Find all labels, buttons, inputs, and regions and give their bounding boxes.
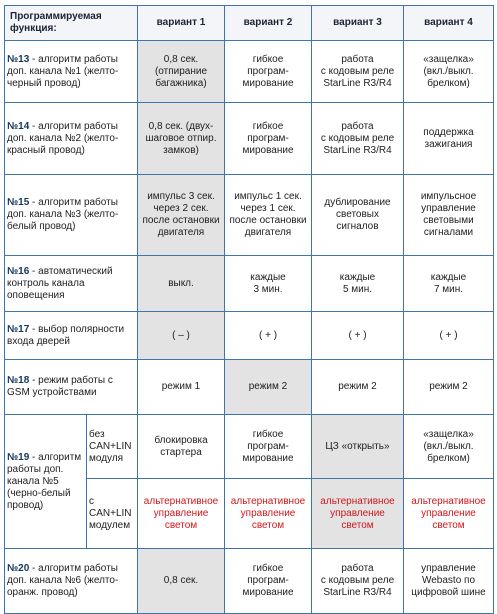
variant-4-header: вариант 4 bbox=[404, 6, 494, 41]
f15-variant-4: импульсное управление световыми сигналами bbox=[404, 175, 494, 256]
function-number: №16 bbox=[7, 265, 30, 277]
f20-variant-3: работа с кодовым реле StarLine R3/R4 bbox=[312, 549, 404, 614]
f18-variant-3: режим 2 bbox=[312, 360, 404, 415]
header-row bbox=[5, 6, 494, 41]
f16-variant-4: каждые 7 мин. bbox=[404, 256, 494, 312]
function-number: №14 bbox=[7, 120, 30, 132]
f13-variant-4: «защелка» (вкл./выкл. брелком) bbox=[404, 41, 494, 103]
f15-variant-1: импульс 3 сек. через 2 сек. после остановки двигателя bbox=[138, 175, 225, 256]
f19-mode-with-can-lin: с CAN+LIN модулем bbox=[87, 479, 138, 549]
variant-3-header: вариант 3 bbox=[312, 6, 404, 41]
function-19: №19 - алгоритм работы доп. канала №5 (черно-белый провод) bbox=[5, 415, 87, 549]
f20-variant-2: гибкое програм- мирование bbox=[225, 549, 312, 614]
function-number: №18 bbox=[7, 375, 30, 386]
f18-variant-2: режим 2 bbox=[225, 360, 312, 415]
f16-variant-2: каждые 3 мин. bbox=[225, 256, 312, 312]
table-row bbox=[5, 103, 494, 175]
function-number: №19 bbox=[7, 451, 30, 463]
function-20: №20 - алгоритм работы доп. канала №6 (желто-оранж. провод) bbox=[5, 549, 138, 614]
table-row bbox=[5, 41, 494, 103]
f19a-variant-2: гибкое програм- мирование bbox=[225, 415, 312, 479]
f19b-variant-1: альтернативное управление светом bbox=[138, 479, 225, 549]
function-header: Программируемая функция: bbox=[5, 6, 138, 41]
f20-variant-1: 0,8 сек. bbox=[138, 549, 225, 614]
function-title: алгоритм работы доп. канала №3 (желто-белый провод) bbox=[7, 197, 119, 232]
variant-1-header: вариант 1 bbox=[138, 6, 225, 41]
f16-variant-1: выкл. bbox=[138, 256, 225, 312]
function-title: режим работы с GSM устройствами bbox=[7, 375, 113, 398]
f19b-variant-4: альтернативное управление светом bbox=[404, 479, 494, 549]
table-row bbox=[5, 360, 494, 415]
function-18: №18 - режим работы с GSM устройствами bbox=[5, 360, 138, 415]
f19a-variant-3: ЦЗ «открыть» bbox=[312, 415, 404, 479]
function-title: выбор полярности входа дверей bbox=[7, 323, 125, 347]
table-row bbox=[5, 549, 494, 614]
f17-variant-4: ( + ) bbox=[404, 312, 494, 360]
f16-variant-3: каждые 5 мин. bbox=[312, 256, 404, 312]
table-row bbox=[5, 175, 494, 256]
f13-variant-3: работа с кодовым реле StarLine R3/R4 bbox=[312, 41, 404, 103]
variant-2-header: вариант 2 bbox=[225, 6, 312, 41]
table-row bbox=[5, 312, 494, 360]
function-16: №16 - автоматический контроль канала оповещения bbox=[5, 256, 138, 312]
f14-variant-3: работа с кодовым реле StarLine R3/R4 bbox=[312, 103, 404, 175]
function-title: алгоритм работы доп. канала №5 (черно-белый провод) bbox=[7, 451, 82, 511]
programmable-functions-table bbox=[4, 5, 494, 614]
function-title: автоматический контроль канала оповещения bbox=[7, 265, 113, 301]
f14-variant-1: 0,8 сек. (двух- шаговое отпир. замков) bbox=[138, 103, 225, 175]
f17-variant-1: ( – ) bbox=[138, 312, 225, 360]
f19b-variant-2: альтернативное управление светом bbox=[225, 479, 312, 549]
f17-variant-3: ( + ) bbox=[312, 312, 404, 360]
f18-variant-4: режим 2 bbox=[404, 360, 494, 415]
f13-variant-1: 0,8 сек. (отпирание багажника) bbox=[138, 41, 225, 103]
function-title: алгоритм работы доп. канала №2 (желто-красный провод) bbox=[7, 120, 119, 156]
f14-variant-4: поддержка зажигания bbox=[404, 103, 494, 175]
f18-variant-1: режим 1 bbox=[138, 360, 225, 415]
table-row bbox=[5, 415, 494, 479]
f19b-variant-3: альтернативное управление светом bbox=[312, 479, 404, 549]
function-number: №13 bbox=[7, 53, 30, 65]
f15-variant-3: дублирование световых сигналов bbox=[312, 175, 404, 256]
f15-variant-2: импульс 1 сек. через 1 сек. после остановки двигателя bbox=[225, 175, 312, 256]
f19-mode-without-can-lin: без CAN+LIN модуля bbox=[87, 415, 138, 479]
function-number: №15 bbox=[7, 197, 30, 208]
function-number: №17 bbox=[7, 323, 30, 335]
function-14: №14 - алгоритм работы доп. канала №2 (желто-красный провод) bbox=[5, 103, 138, 175]
function-13: №13 - алгоритм работы доп. канала №1 (желто-черный провод) bbox=[5, 41, 138, 103]
f14-variant-2: гибкое програм- мирование bbox=[225, 103, 312, 175]
function-number: №20 bbox=[7, 563, 30, 574]
f19a-variant-1: блокировка стартера bbox=[138, 415, 225, 479]
f17-variant-2: ( + ) bbox=[225, 312, 312, 360]
f19a-variant-4: «защелка» (вкл./выкл. брелком) bbox=[404, 415, 494, 479]
function-title: алгоритм работы доп. канала №6 (желто-оранж. провод) bbox=[7, 563, 119, 598]
function-title: алгоритм работы доп. канала №1 (желто-черный провод) bbox=[7, 53, 119, 89]
function-15: №15 - алгоритм работы доп. канала №3 (желто-белый провод) bbox=[5, 175, 138, 256]
f20-variant-4: управление Webasto по цифровой шине bbox=[404, 549, 494, 614]
table-row bbox=[5, 256, 494, 312]
function-17: №17 - выбор полярности входа дверей bbox=[5, 312, 138, 360]
f13-variant-2: гибкое програм- мирование bbox=[225, 41, 312, 103]
